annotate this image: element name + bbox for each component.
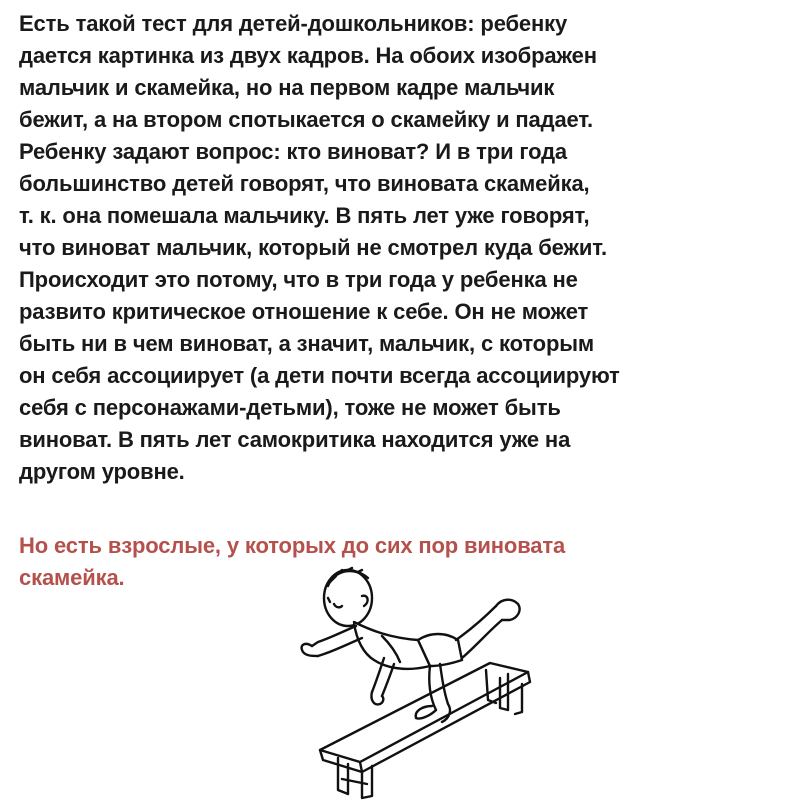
body-line: виноват. В пять лет самокритика находится уже на (19, 427, 571, 452)
body-line: большинство детей говорят, что виновата скамейка, (19, 171, 590, 196)
body-line: Есть такой тест для детей-дошкольников: ребенку (19, 11, 568, 36)
body-line: бежит, а на втором спотыкается о скамейку и падает. (19, 107, 593, 132)
body-line: себя с персонажами-детьми), тоже не может быть (19, 395, 561, 420)
body-paragraph (19, 8, 779, 488)
boy-tripping-over-bench-icon (290, 560, 550, 800)
body-line: мальчик и скамейка, но на первом кадре мальчик (19, 75, 555, 100)
body-line: дается картинка из двух кадров. На обоих изображен (19, 43, 597, 68)
body-line: что виноват мальчик, который не смотрел куда бежит. (19, 235, 607, 260)
body-line: он себя ассоциирует (а дети почти всегда ассоциируют (19, 363, 620, 388)
highlight-line: Но есть взрослые, у которых до сих пор виновата (19, 533, 566, 558)
body-line: т. к. она помешала мальчику. В пять лет уже говорят, (19, 203, 590, 228)
body-line: Ребенку задают вопрос: кто виноват? И в три года (19, 139, 568, 164)
body-line: Происходит это потому, что в три года у ребенка не (19, 267, 578, 292)
body-line: быть ни в чем виноват, а значит, мальчик, с которым (19, 331, 594, 356)
body-line: развито критическое отношение к себе. Он не может (19, 299, 589, 324)
body-line: другом уровне. (19, 459, 185, 484)
highlight-line: скамейка. (19, 565, 125, 590)
